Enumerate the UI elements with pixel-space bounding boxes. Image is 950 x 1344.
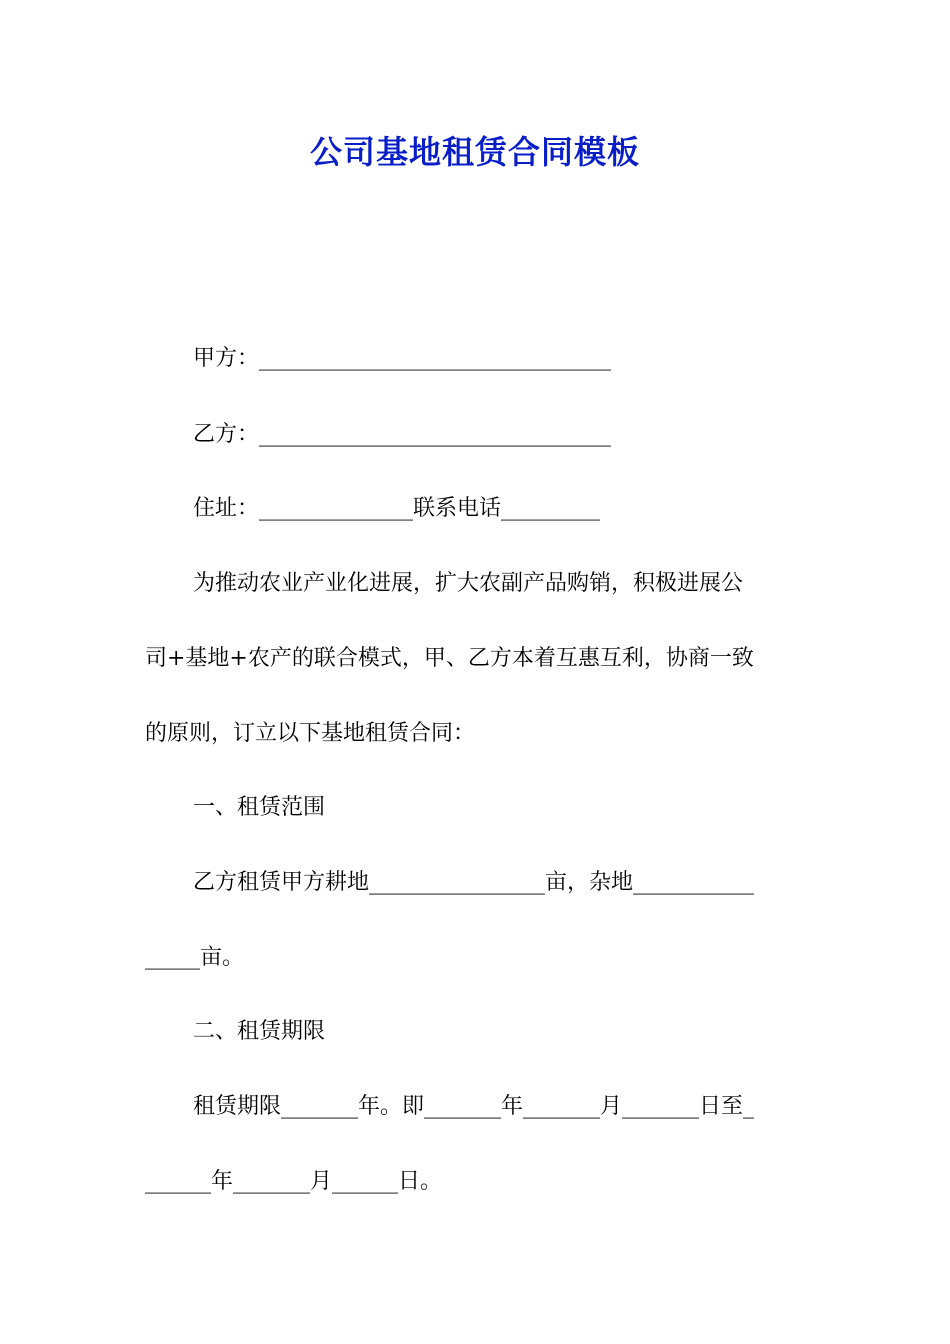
party-a-text: 甲方：________________________________ — [193, 346, 612, 371]
section-1-text-1: 乙方租赁甲方耕地________________亩，杂地___________ — [193, 870, 755, 895]
intro-paragraph-line-2 — [145, 643, 950, 675]
section-2-heading — [193, 1016, 950, 1048]
section-1-line-2 — [145, 942, 950, 974]
section-2-text-2: ______年_______月______日。 — [145, 1169, 443, 1194]
document-title: 公司基地租赁合同模板 — [309, 133, 640, 171]
intro-paragraph-line-1 — [193, 568, 950, 600]
section-1-text-2: _____亩。 — [145, 945, 245, 970]
section-2-line-1 — [193, 1091, 950, 1123]
intro-text-1: 为推动农业产业化进展，扩大农副产品购销，积极进展公 — [193, 571, 744, 596]
party-b-text: 乙方：________________________________ — [193, 422, 612, 447]
section-2-line-2 — [145, 1166, 950, 1198]
section-1-line-1 — [193, 867, 950, 899]
party-a-line — [193, 343, 950, 375]
section-2-heading-text: 二、租赁期限 — [193, 1019, 326, 1044]
section-1-heading-text: 一、租赁范围 — [193, 795, 326, 820]
party-b-line — [193, 419, 950, 451]
section-1-heading — [193, 792, 950, 824]
section-2-text-1: 租赁期限_______年。即_______年_______月_______日至_ — [193, 1094, 755, 1119]
intro-text-2: 司+基地+农产的联合模式，甲、乙方本着互惠互利，协商一致 — [145, 646, 754, 671]
address-text: 住址：______________联系电话_________ — [193, 496, 601, 521]
intro-paragraph-line-3 — [145, 718, 950, 750]
address-line — [193, 493, 950, 525]
intro-text-3: 的原则，订立以下基地租赁合同： — [145, 721, 476, 746]
